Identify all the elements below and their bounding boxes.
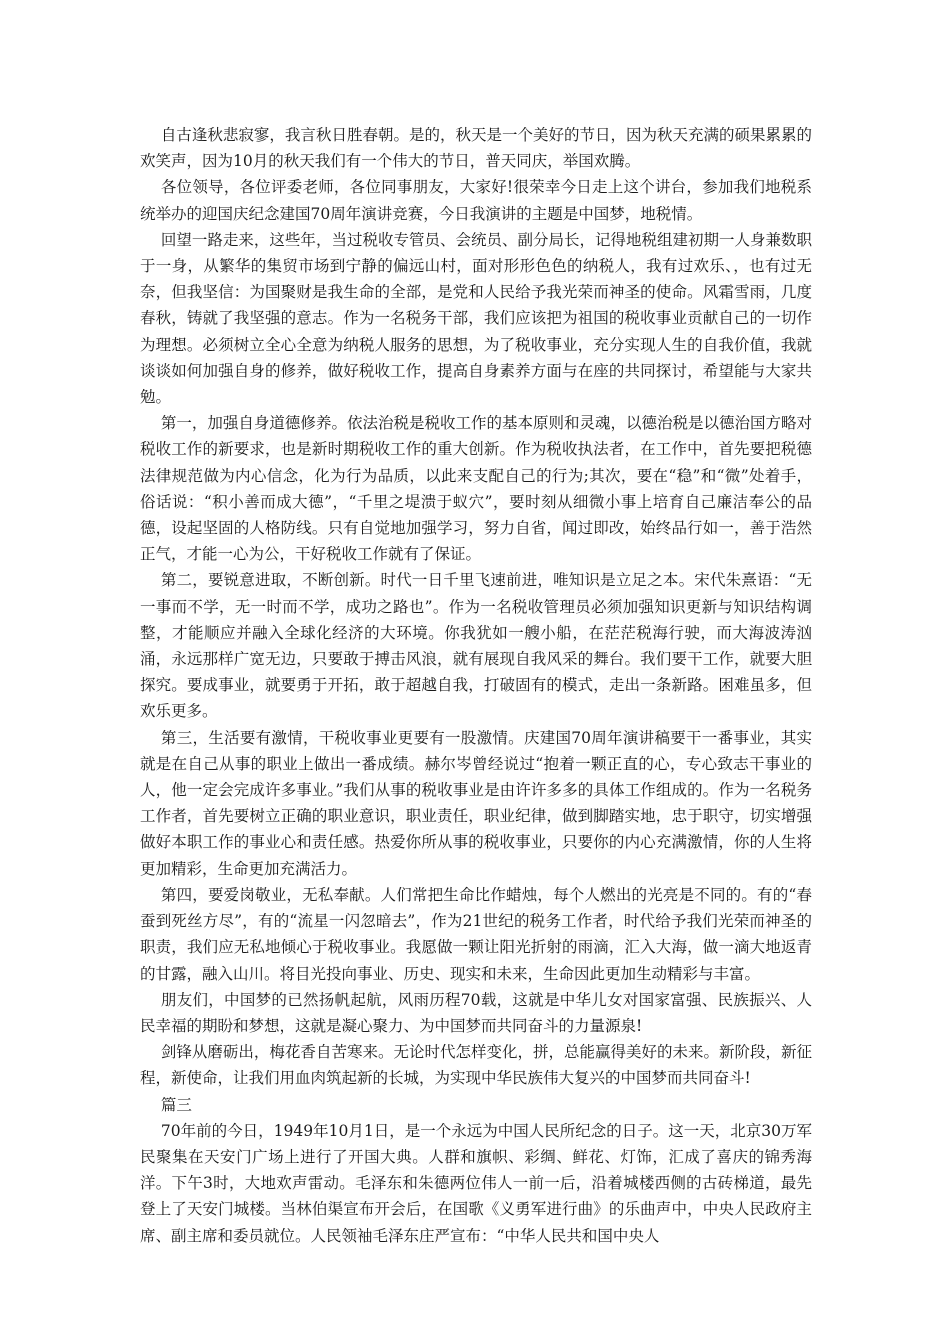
paragraph-point-four: 第四，要爱岗敬业，无私奉献。人们常把生命比作蜡烛，每个人燃出的光亮是不同的。有的“春蚕到死丝方尽”，有的“流星一闪忽暗去”，作为21世纪的税务工作者，时代给予我们光荣而神圣的职责，我们应无私地倾心于税收事业。我愿做一颗让阳光折射的雨滴，汇入大海，做一滴大地返青的甘露，融入山川。将目光投向事业、历史、现实和未来，生命因此更加生动精彩与丰富。 (140, 885, 812, 983)
paragraph-point-three: 第三，生活要有激情，干税收事业更要有一股激情。庆建国70周年演讲稿要干一番事业，其实就是在自己从事的职业上做出一番成绩。赫尔岑曾经说过“抱着一颗正直的心，专心致志干事业的人，他一定会完成许多事业。”我们从事的税收事业是由许许多多的具体工作组成的。作为一名税务工作者，首先要树立正确的职业意识，职业责任，职业纪律，做到脚踏实地，忠于职守，切实增强做好本职工作的事业心和责任感。热爱你所从事的税收事业，只要你的内心充满激情，你的人生将更加精彩，生命更加充满活力。 (140, 728, 812, 878)
paragraph-friends: 朋友们，中国梦的已然扬帆起航，风雨历程70载，这就是中华儿女对国家富强、民族振兴、人民幸福的期盼和梦想，这就是凝心聚力、为中国梦而共同奋斗的力量源泉! (140, 990, 812, 1035)
paragraph-greeting: 各位领导，各位评委老师，各位同事朋友，大家好!很荣幸今日走上这个讲台，参加我们地税系统举办的迎国庆纪念建国70周年演讲竞赛，今日我演讲的主题是中国梦，地税情。 (140, 178, 812, 223)
paragraph-review: 回望一路走来，这些年，当过税收专管员、会统员、副分局长，记得地税组建初期一人身兼数职于一身，从繁华的集贸市场到宁静的偏远山村，面对形形色色的纳税人，我有过欢乐、，也有过无奈，但我坚信：为国聚财是我生命的全部，是党和人民给予我光荣而神圣的使命。风霜雪雨，几度春秋，铸就了我坚强的意志。作为一名税务干部，我们应该把为祖国的税收事业贡献自己的一切作为理想。必须树立全心全意为纳税人服务的思想，为了税收事业，充分实现人生的自我价值，我就谈谈如何加强自身的修养，做好税收工作，提高自身素养方面与在座的共同探讨，希望能与大家共勉。 (140, 230, 812, 407)
document-body (140, 122, 812, 1249)
paragraph-point-two: 第二，要锐意进取，不断创新。时代一日千里飞速前进，唯知识是立足之本。宋代朱熹语：“无一事而不学，无一时而不学，成功之路也”。作为一名税收管理员必须加强知识更新与知识结构调整，才能顺应并融入全球化经济的大环境。你我犹如一艘小船，在茫茫税海行驶，而大海波涛汹涌，永远那样广宽无边，只要敢于搏击风浪，就有展现自我风采的舞台。我们要干工作，就要大胆探究。要成事业，就要勇于开拓，敢于超越自我，打破固有的模式，走出一条新路。困难虽多，但欢乐更多。 (140, 571, 812, 721)
paragraph-point-one: 第一，加强自身道德修养。依法治税是税收工作的基本原则和灵魂，以德治税是以德治国方略对税收工作的新要求，也是新时期税收工作的重大创新。作为税收执法者，在工作中，首先要把税德法律规范做为内心信念，化为行为品质，以此来支配自己的行为;其次，要在“稳”和“微”处着手，俗话说：“积小善而成大德”，“千里之堤溃于蚁穴”，要时刻从细微小事上培育自己廉洁奉公的品德，设起坚固的人格防线。只有自觉地加强学习，努力自省，闻过即改，始终品行如一，善于浩然正气，才能一心为公，干好税收工作就有了保证。 (140, 414, 812, 564)
paragraph-intro: 自古逢秋悲寂寥，我言秋日胜春朝。是的，秋天是一个美好的节日，因为秋天充满的硕果累累的欢笑声，因为10月的秋天我们有一个伟大的节日，普天同庆，举国欢腾。 (140, 126, 812, 171)
section-heading: 篇三 (160, 1095, 192, 1114)
paragraph-part-three: 70年前的今日，1949年10月1日，是一个永远为中国人民所纪念的日子。这一天，北京30万军民聚集在天安门广场上进行了开国大典。人群和旗帜、彩绸、鲜花、灯饰，汇成了喜庆的锦秀海洋。下午3时，大地欢声雷动。毛泽东和朱德两位伟人一前一后，沿着城楼西侧的古砖梯道，最先登上了天安门城楼。当林伯渠宣布开会后，在国歌《义勇军进行曲》的乐曲声中，中央人民政府主席、副主席和委员就位。人民领袖毛泽东庄严宣布：“中华人民共和国中央人 (140, 1121, 812, 1245)
paragraph-closing: 剑锋从磨砺出，梅花香自苦寒来。无论时代怎样变化，拼，总能赢得美好的未来。新阶段，新征程，新使命，让我们用血肉筑起新的长城，为实现中华民族伟大复兴的中国梦而共同奋斗! (140, 1043, 812, 1088)
